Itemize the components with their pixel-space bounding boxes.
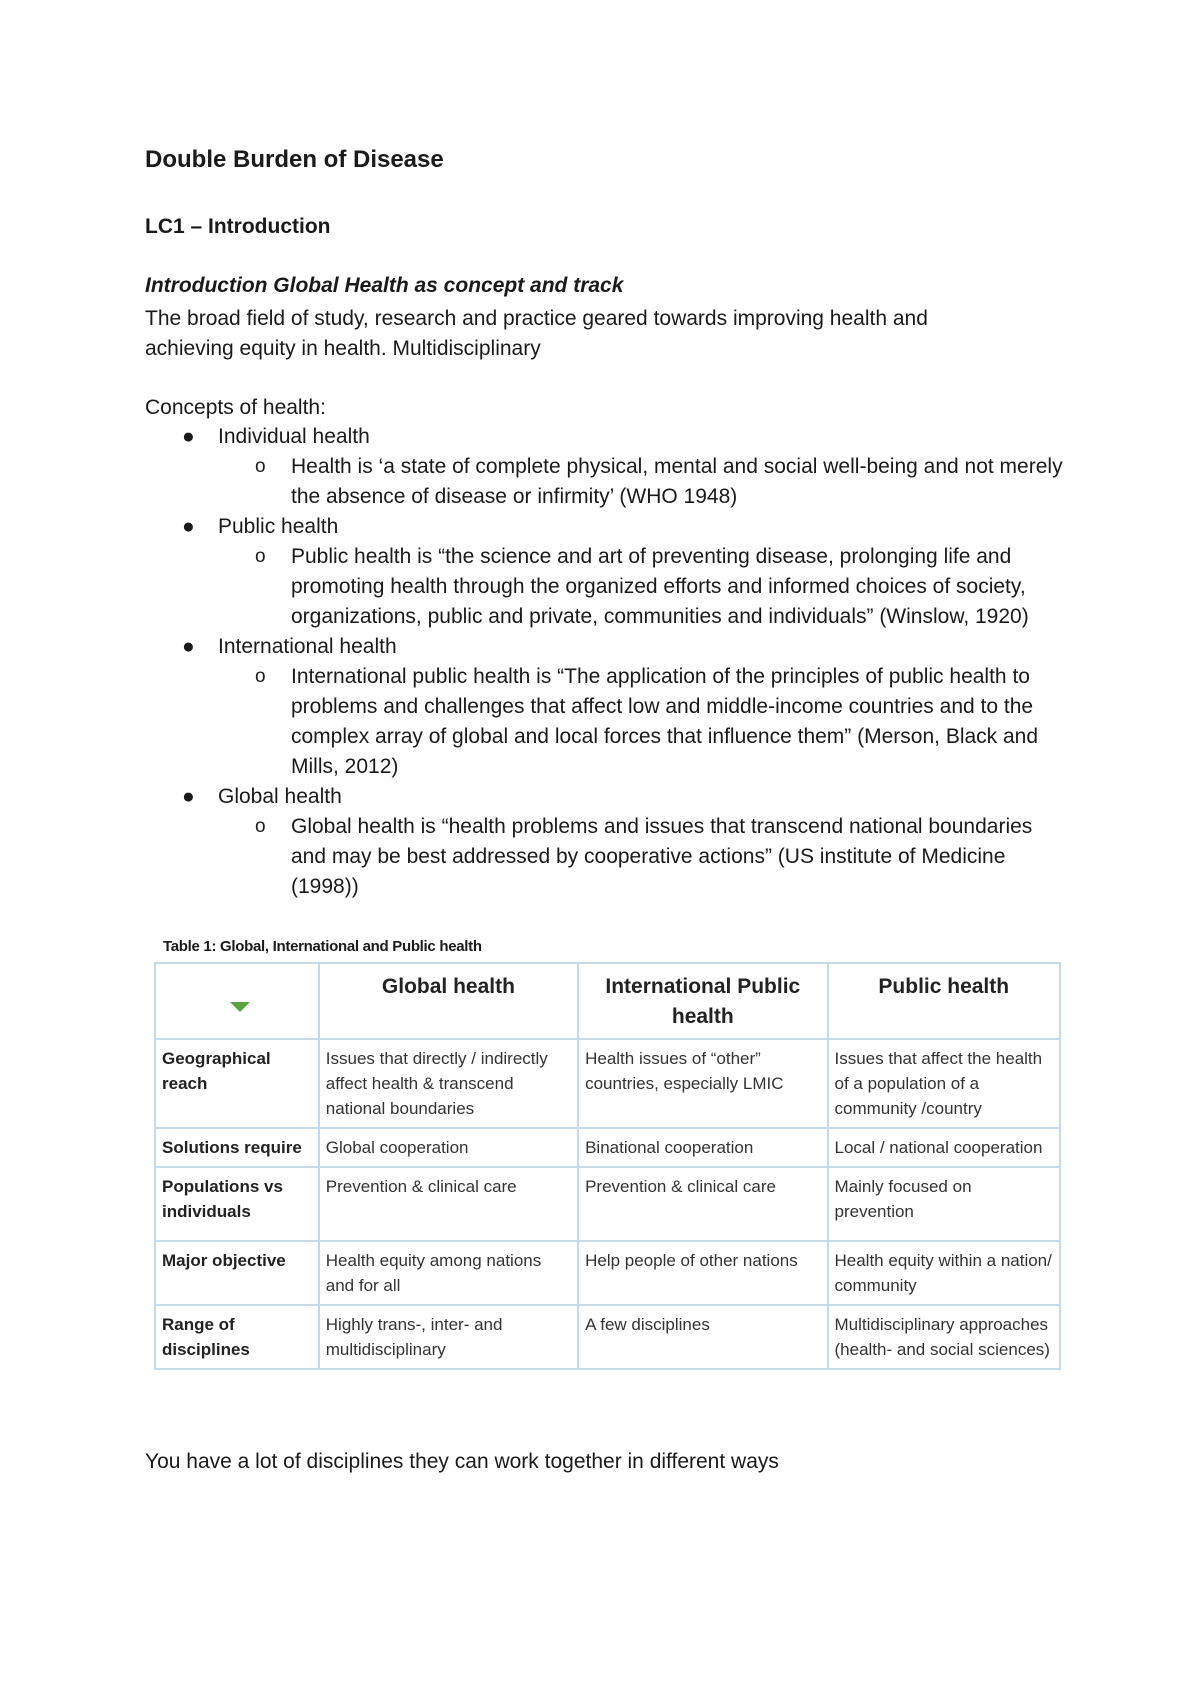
row-header: Major objective xyxy=(155,1241,319,1305)
concept-name: Individual health xyxy=(218,425,370,448)
concept-name: Public health xyxy=(218,515,339,538)
bullet-icon: ● xyxy=(182,425,195,448)
bullet-icon: ● xyxy=(182,635,195,658)
list-item xyxy=(145,782,1065,902)
circle-bullet-icon: o xyxy=(255,816,266,837)
circle-bullet-icon: o xyxy=(255,456,266,477)
table-cell: Issues that directly / indirectly affect health & transcend national boundaries xyxy=(319,1039,578,1128)
intro-paragraph-line-1: The broad field of study, research and practice geared towards improving health and xyxy=(145,307,928,330)
concept-definition: Public health is “the science and art of preventing disease, prolonging life and promoting health through the organized efforts and informed choices of society, organizations, public and private, communities and individuals” (Winslow, 1920) xyxy=(291,545,1029,628)
table-header-row xyxy=(155,963,1060,1039)
table-cell: Local / national cooperation xyxy=(828,1128,1061,1167)
row-header: Range of disciplines xyxy=(155,1305,319,1369)
circle-bullet-icon: o xyxy=(255,666,266,687)
table-cell: Issues that affect the health of a population of a community /country xyxy=(828,1039,1061,1128)
column-header: Global health xyxy=(319,963,578,1039)
closing-paragraph: You have a lot of disciplines they can work together in different ways xyxy=(145,1450,779,1473)
list-item xyxy=(218,662,1065,782)
row-header: Solutions require xyxy=(155,1128,319,1167)
table-cell: Health equity among nations and for all xyxy=(319,1241,578,1305)
intro-paragraph-line-2: achieving equity in health. Multidisciplinary xyxy=(145,337,541,360)
concept-name: International health xyxy=(218,635,397,658)
lecture-heading: LC1 – Introduction xyxy=(145,215,331,238)
concepts-label: Concepts of health: xyxy=(145,396,326,419)
table-cell: Multidisciplinary approaches (health- and social sciences) xyxy=(828,1305,1061,1369)
column-header: International Public health xyxy=(578,963,827,1039)
concept-definition: Global health is “health problems and issues that transcend national boundaries and may be best addressed by cooperative actions” (US institute of Medicine (1998)) xyxy=(291,815,1033,898)
section-heading: Introduction Global Health as concept and track xyxy=(145,274,624,297)
concepts-list xyxy=(145,422,1065,902)
table-cell: Health equity within a nation/ community xyxy=(828,1241,1061,1305)
bullet-icon: ● xyxy=(182,515,195,538)
concept-definition: International public health is “The application of the principles of public health to problems and challenges that affect low and middle-income countries and to the complex array of global and local forces that influence them” (Merson, Black and Mills, 2012) xyxy=(291,665,1039,778)
concept-definition: Health is ‘a state of complete physical, mental and social well-being and not merely the absence of disease or infirmity’ (WHO 1948) xyxy=(291,455,1063,508)
table-row xyxy=(155,1167,1060,1241)
table-cell: Highly trans-, inter- and multidisciplinary xyxy=(319,1305,578,1369)
table-cell: Prevention & clinical care xyxy=(319,1167,578,1241)
concept-name: Global health xyxy=(218,785,342,808)
table-row xyxy=(155,1305,1060,1369)
list-item xyxy=(218,542,1065,632)
filter-dropdown-icon[interactable] xyxy=(230,1002,250,1012)
table-cell: A few disciplines xyxy=(578,1305,827,1369)
list-item xyxy=(145,422,1065,512)
list-item xyxy=(145,512,1065,632)
table-cell: Health issues of “other” countries, especially LMIC xyxy=(578,1039,827,1128)
list-item xyxy=(145,632,1065,782)
table-cell: Mainly focused on prevention xyxy=(828,1167,1061,1241)
row-header: Geographical reach xyxy=(155,1039,319,1128)
table-cell: Binational cooperation xyxy=(578,1128,827,1167)
table-row xyxy=(155,1241,1060,1305)
comparison-table xyxy=(154,962,1061,1370)
table-row xyxy=(155,1039,1060,1128)
table-cell: Help people of other nations xyxy=(578,1241,827,1305)
row-header: Populations vs individuals xyxy=(155,1167,319,1241)
document-title: Double Burden of Disease xyxy=(145,146,444,173)
filter-cell[interactable] xyxy=(155,963,319,1039)
table-cell: Global cooperation xyxy=(319,1128,578,1167)
circle-bullet-icon: o xyxy=(255,546,266,567)
column-header: Public health xyxy=(828,963,1061,1039)
table-row xyxy=(155,1128,1060,1167)
table-caption: Table 1: Global, International and Public health xyxy=(163,938,482,955)
list-item xyxy=(218,452,1065,512)
bullet-icon: ● xyxy=(182,785,195,808)
table-cell: Prevention & clinical care xyxy=(578,1167,827,1241)
list-item xyxy=(218,812,1065,902)
